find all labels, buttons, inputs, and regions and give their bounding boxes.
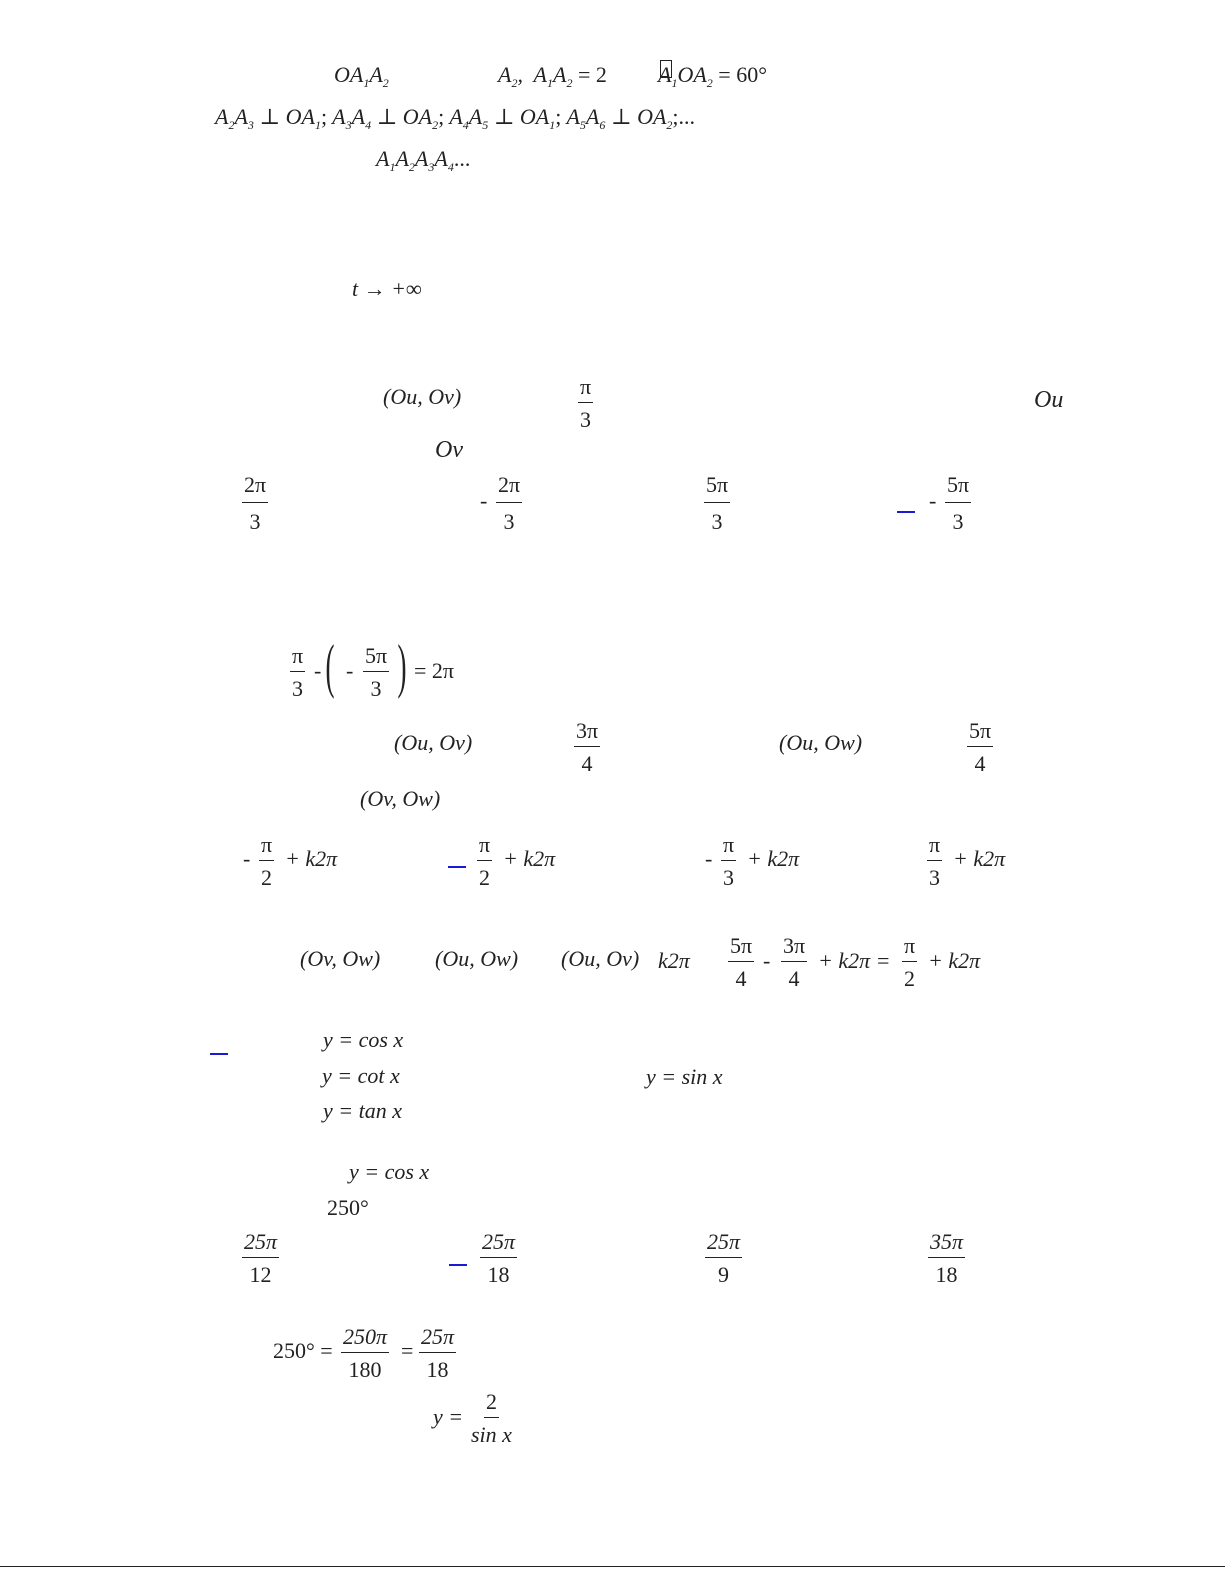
- q1-perpendicular-chain: $A_2A_3$ ⊥ $OA_1$; $A_3A_4$ ⊥ $OA_2$; $A_4A_5$ ⊥ $OA_1$; $A_5A_6$ ⊥ $OA_2$;...: [215, 104, 696, 132]
- q4-option-a: $\frac{\pi}{2}$: [261, 832, 273, 890]
- q4-option-b: $\frac{\pi}{2}$: [479, 832, 491, 890]
- q5-option-c: y = sin x: [646, 1064, 723, 1089]
- q1-triangle-label: $OA_1A_2$: [334, 62, 389, 90]
- q1-angle-a1oa2: $A_1OA_2 = 60^\circ$: [658, 62, 767, 90]
- q3-option-c: $\frac{5\pi}{3}$: [706, 472, 729, 534]
- q3-option-b-sign: -: [480, 488, 488, 513]
- q4-option-a-tail: + k2π: [285, 846, 338, 871]
- q4-option-b-tail: + k2π: [503, 846, 556, 871]
- q5-option-b: y = cot x: [322, 1063, 400, 1088]
- q3-answer-mark: [897, 511, 915, 513]
- q6-option-b: $\frac{25\pi}{18}$: [482, 1229, 516, 1287]
- q3-solution-result: = 2π: [414, 658, 455, 683]
- q5-option-d: y = tan x: [323, 1098, 402, 1123]
- q5-option-a: y = cos x: [323, 1027, 404, 1052]
- q3-solution-term-a: $\frac{\pi}{3}$: [292, 643, 304, 701]
- q4-solution-minus: -: [763, 948, 771, 973]
- q4-answer-mark: [448, 866, 466, 868]
- q3-angle-pair: (Ou, Ov): [383, 384, 462, 409]
- q4-pair-vw: (Ov, Ow): [360, 786, 441, 811]
- q4-solution-pair-uw: (Ou, Ow): [435, 946, 519, 971]
- q4-pair-uv: (Ou, Ov): [394, 730, 473, 755]
- q6-option-c: $\frac{25\pi}{9}$: [707, 1229, 741, 1287]
- q3-angle-value: $\frac{\pi}{3}$: [580, 374, 592, 432]
- q7-fraction: $\frac{2}{\text{sin x}}$: [471, 1389, 512, 1447]
- q4-solution-end: + k2π: [928, 948, 981, 973]
- q6-answer-mark: [449, 1264, 467, 1266]
- q6-degree: 250°: [327, 1195, 369, 1220]
- q1-polyline-label: $A_1A_2A_3A_4$...: [376, 146, 471, 174]
- page-footer-rule: [0, 1566, 1225, 1567]
- q4-option-a-sign: -: [243, 846, 251, 871]
- q3-ray-ov: Ov: [435, 437, 463, 463]
- q7-lhs: y =: [433, 1404, 464, 1429]
- q3-option-d-sign: -: [929, 488, 937, 513]
- q3-solution-left-paren: (: [325, 633, 335, 699]
- q4-solution-pair-vw: (Ov, Ow): [300, 946, 381, 971]
- q5-answer-mark: [210, 1053, 228, 1055]
- q4-option-c-sign: -: [705, 846, 713, 871]
- q3-option-d: $\frac{5\pi}{3}$: [947, 472, 970, 534]
- q5-note: y = cos x: [349, 1159, 430, 1184]
- q3-option-b: $\frac{2\pi}{3}$: [498, 472, 521, 534]
- q4-uv-value: $\frac{3\pi}{4}$: [576, 718, 599, 776]
- q4-option-d-tail: + k2π: [953, 846, 1006, 871]
- q4-solution-mid: + k2π =: [818, 948, 891, 973]
- q4-solution-frac-2: $\frac{3\pi}{4}$: [783, 933, 806, 991]
- q6-option-a: $\frac{25\pi}{12}$: [244, 1229, 278, 1287]
- q1-vertex-a2: $A_2$, $A_1A_2 = 2$: [498, 62, 607, 90]
- q6-option-d: $\frac{35\pi}{18}$: [930, 1229, 964, 1287]
- q4-uw-value: $\frac{5\pi}{4}$: [969, 718, 992, 776]
- q3-solution-right-paren: ): [397, 633, 407, 699]
- q3-solution-b-sign: -: [346, 658, 354, 683]
- q4-option-d: $\frac{\pi}{3}$: [929, 832, 941, 890]
- q6-solution-eq: =: [401, 1338, 414, 1363]
- q6-solution-frac-1: $\frac{250\pi}{180}$: [343, 1324, 388, 1382]
- q4-solution-frac-1: $\frac{5\pi}{4}$: [730, 933, 753, 991]
- q6-solution-lhs: 250° =: [273, 1338, 333, 1363]
- q3-ray-ou: Ou: [1034, 387, 1064, 413]
- q3-solution-minus: -: [314, 658, 322, 683]
- q4-solution-k: k2π: [658, 948, 690, 973]
- q3-solution-term-b: $\frac{5\pi}{3}$: [365, 643, 388, 701]
- q4-option-c-tail: + k2π: [747, 846, 800, 871]
- q3-option-a: $\frac{2\pi}{3}$: [244, 472, 267, 534]
- q6-solution-frac-2: $\frac{25\pi}{18}$: [421, 1324, 455, 1382]
- q4-solution-frac-3: $\frac{\pi}{2}$: [904, 933, 916, 991]
- q4-solution-pair-uv: (Ou, Ov): [561, 946, 640, 971]
- q4-option-c: $\frac{\pi}{3}$: [723, 832, 735, 890]
- q4-pair-uw: (Ou, Ow): [779, 730, 863, 755]
- q2-limit-expression: t → +∞: [352, 276, 422, 301]
